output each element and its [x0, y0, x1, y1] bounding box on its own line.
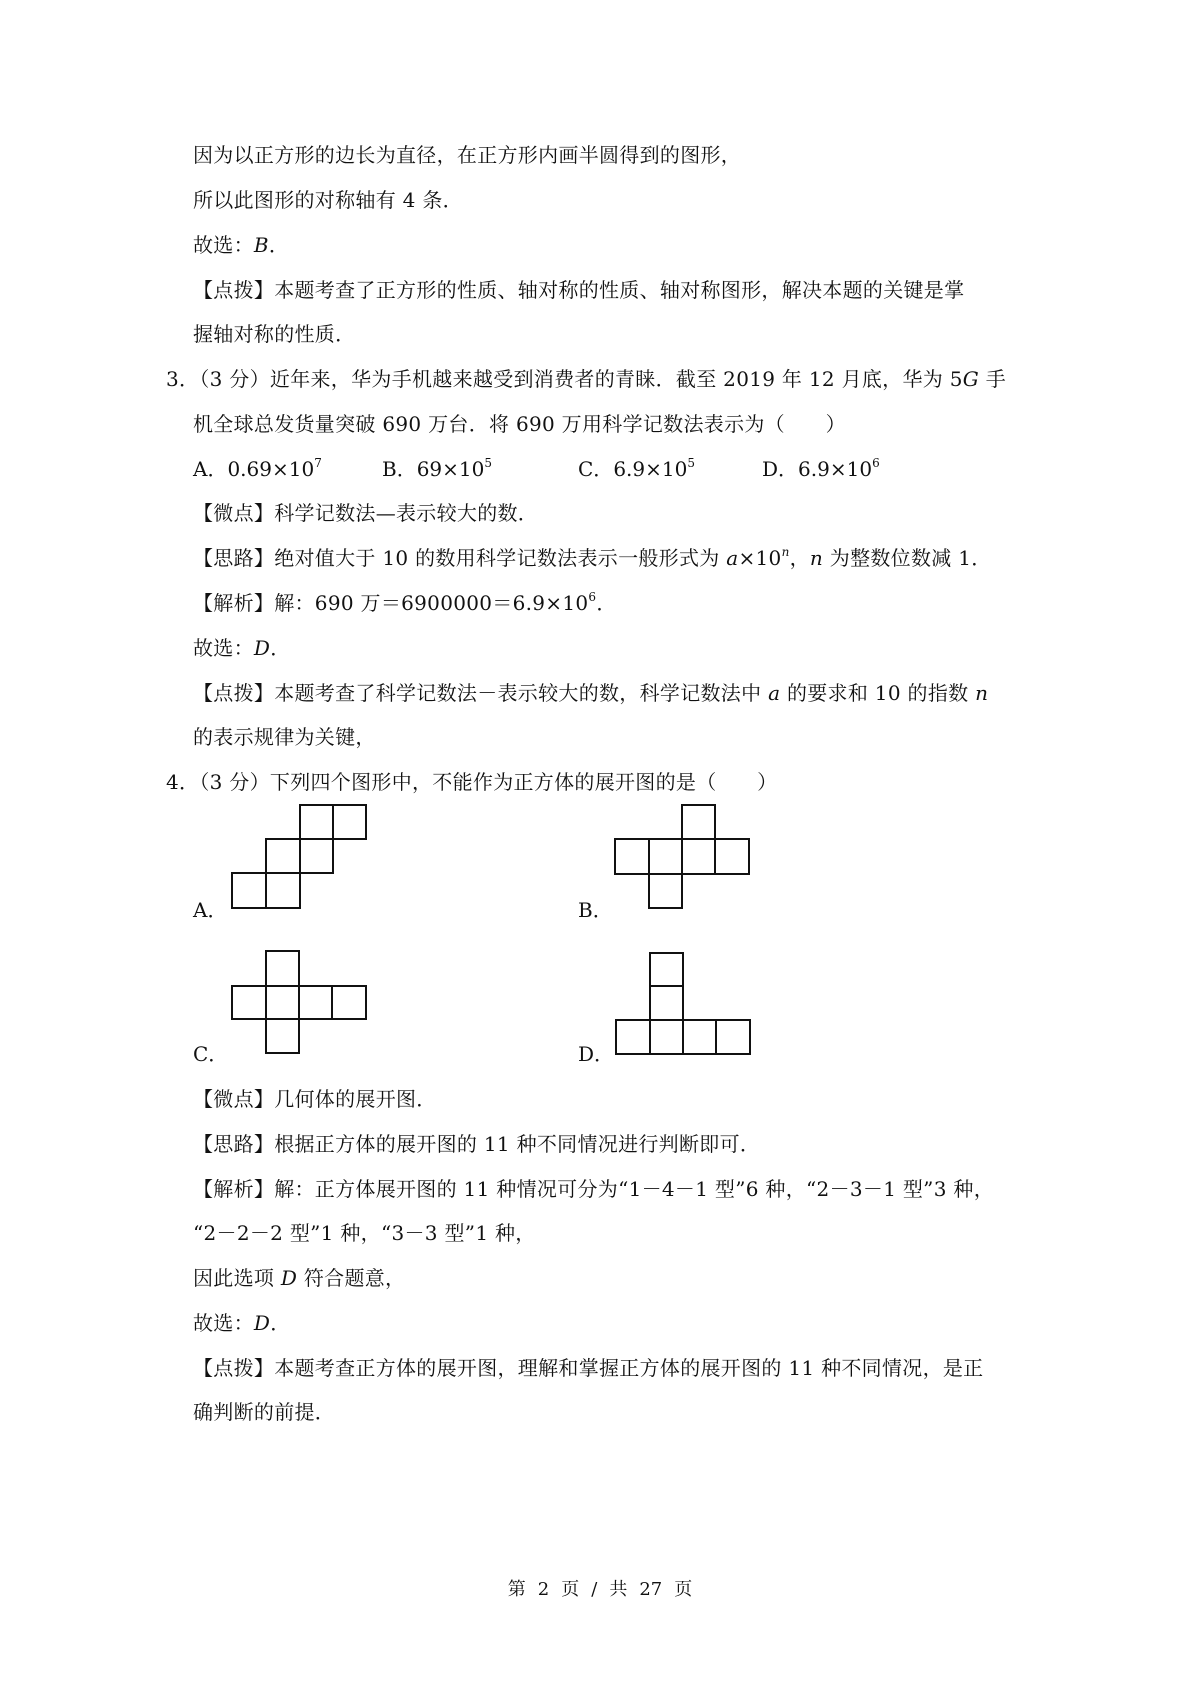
net-square	[650, 986, 683, 1020]
net-square	[232, 986, 266, 1019]
answer-letter: D	[253, 1311, 271, 1335]
q3-silu-text: 【思路】绝对值大于 10 的数用科学记数法表示一般形式为	[193, 546, 727, 570]
question-4-stem: 4．（3 分）下列四个图形中，不能作为正方体的展开图的是（ ）	[166, 770, 778, 794]
q3-dianbo-var-a: a	[768, 681, 781, 705]
net-square	[299, 986, 332, 1019]
text-line: 握轴对称的性质．	[193, 322, 356, 346]
question-3-stem-line2: 机全球总发货量突破 690 万台．将 690 万用科学记数法表示为（ ）	[193, 412, 846, 436]
q4-conclusion-end: 符合题意，	[297, 1266, 406, 1290]
answer-letter: D	[253, 636, 271, 660]
net-square	[716, 1020, 750, 1054]
answer-prefix: 故选：	[193, 1311, 254, 1335]
answer-prefix: 故选：	[193, 233, 254, 257]
q3-silu-var-a: a	[726, 546, 739, 570]
q3-silu-ten: ×10	[738, 546, 782, 570]
footer-text: 共	[609, 1579, 628, 1600]
net-square	[266, 839, 300, 873]
q4-conclusion	[193, 1264, 405, 1292]
text-line: 所以此图形的对称轴有 4 条．	[193, 188, 463, 212]
q4-jiexi-line2: “2－2－2 型”1 种，“3－3 型”1 种，	[193, 1221, 536, 1245]
net-square	[615, 839, 649, 874]
net-square	[650, 1020, 683, 1054]
page-footer	[0, 1578, 1200, 1602]
option-exponent: 7	[314, 456, 322, 470]
q3-dianbo-text: 【点拨】本题考查了科学记数法－表示较大的数，科学记数法中	[193, 681, 769, 705]
net-square	[333, 805, 366, 839]
net-square	[300, 805, 333, 839]
net-square	[266, 1019, 299, 1053]
q4-weidian: 【微点】几何体的展开图．	[193, 1087, 437, 1111]
answer-letter: B	[253, 233, 269, 257]
net-square	[266, 873, 300, 908]
q4-answer	[193, 1309, 291, 1337]
option-exponent: 5	[484, 456, 492, 470]
answer-suffix: ．	[268, 233, 290, 257]
net-square	[266, 951, 299, 986]
q4-option-b-label: B．	[578, 898, 613, 922]
net-square	[682, 839, 715, 874]
answer-prefix: 故选：	[193, 636, 254, 660]
cube-net-d	[616, 953, 750, 1054]
net-square	[616, 1020, 650, 1054]
cube-net-a	[232, 805, 366, 908]
footer-total-pages: 27	[639, 1579, 663, 1600]
option-label: A．	[193, 457, 228, 481]
q4-silu: 【思路】根据正方体的展开图的 11 种不同情况进行判断即可．	[193, 1132, 761, 1156]
net-square	[650, 953, 683, 986]
q4-jiexi-line1: 【解析】解：正方体展开图的 11 种情况可分为“1－4－1 型”6 种，“2－3－1 型”3 种，	[193, 1177, 994, 1201]
option-exponent: 5	[687, 456, 695, 470]
net-square	[332, 986, 366, 1019]
q4-option-c-label: C．	[193, 1042, 229, 1066]
q4-conclusion-var: D	[280, 1266, 298, 1290]
q4-option-d-label: D．	[578, 1042, 615, 1066]
q3-jiexi-exp: 6	[588, 590, 597, 604]
net-square	[266, 986, 299, 1019]
net-square	[715, 839, 749, 874]
net-square	[649, 839, 682, 874]
q3-weidian: 【微点】科学记数法—表示较大的数．	[193, 501, 539, 525]
option-base: 6.9×10	[613, 457, 688, 481]
net-square	[683, 1020, 716, 1054]
option-label: B．	[382, 457, 417, 481]
q3-silu-end: 为整数位数减 1．	[823, 546, 992, 570]
q3-jiexi-end: ．	[596, 591, 617, 615]
net-square	[682, 805, 715, 839]
q4-dianbo-line1: 【点拨】本题考查正方体的展开图，理解和掌握正方体的展开图的 11 种不同情况，是正	[193, 1356, 984, 1380]
option-base: 0.69×10	[227, 457, 315, 481]
q3-stem-text: 3．（3 分）近年来，华为手机越来越受到消费者的青睐．截至 2019 年 12 月底，华为 5	[166, 367, 963, 391]
option-base: 69×10	[416, 457, 485, 481]
text-line: 因为以正方形的边长为直径，在正方形内画半圆得到的图形，	[193, 143, 742, 167]
q4-conclusion-text: 因此选项	[193, 1266, 281, 1290]
answer-suffix: ．	[270, 1311, 291, 1335]
q3-silu-exp: n	[781, 545, 790, 559]
net-square	[232, 873, 266, 908]
q3-silu-comma: ，	[789, 546, 810, 570]
q3-dianbo-line2: 的表示规律为关键，	[193, 725, 376, 749]
footer-text: 页	[561, 1579, 580, 1600]
text-line: 【点拨】本题考查了正方形的性质、轴对称的性质、轴对称图形，解决本题的关键是掌	[193, 278, 965, 302]
cube-net-c	[232, 951, 366, 1053]
q4-dianbo-line2: 确判断的前提．	[193, 1400, 336, 1424]
option-label: D．	[762, 457, 799, 481]
q3-silu-var-n: n	[809, 546, 824, 570]
q3-dianbo-text2: 的要求和 10 的指数	[780, 681, 976, 705]
option-base: 6.9×10	[798, 457, 873, 481]
q3-dianbo-var-n: n	[975, 681, 989, 705]
q3-jiexi-text: 【解析】解：690 万＝6900000＝6.9×10	[193, 591, 589, 615]
option-exponent: 6	[872, 456, 880, 470]
q3-stem-var: G	[962, 367, 980, 391]
answer-suffix: ．	[270, 636, 291, 660]
net-square	[300, 839, 333, 873]
q3-stem-text-end: 手	[979, 367, 1007, 391]
footer-page-number: 2	[537, 1579, 550, 1600]
option-label: C．	[578, 457, 614, 481]
net-square	[649, 874, 682, 908]
footer-text: 页	[674, 1579, 693, 1600]
footer-separator: /	[591, 1579, 598, 1600]
q4-option-a-label: A．	[193, 898, 228, 922]
cube-net-b	[615, 805, 749, 908]
footer-text: 第	[507, 1579, 526, 1600]
